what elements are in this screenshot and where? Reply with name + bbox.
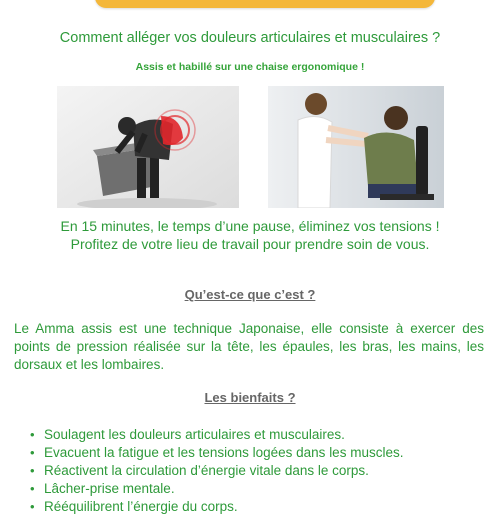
bullet-icon: •	[30, 499, 35, 514]
section-title-benefits: Les bienfaits ?	[204, 390, 296, 405]
bullet-icon: •	[30, 427, 35, 442]
subheadline: Assis et habillé sur une chaise ergonomique !	[135, 61, 365, 73]
list-item: • Lâcher-prise mentale.	[30, 481, 175, 496]
list-item: • Rééquilibrent l’énergie du corps.	[30, 499, 238, 514]
list-item: • Réactivent la circulation d’énergie vitale dans le corps.	[30, 463, 369, 478]
back-pain-photo	[57, 86, 239, 208]
intro-line-2: Profitez de votre lieu de travail pour prendre soin de vous.	[70, 236, 430, 252]
intro-text	[0, 217, 500, 253]
what-is-it-text: Le Amma assis est une technique Japonaise, elle consiste à exercer des points de pression réalisée sur la tête, les épaules, les bras, les mains, les dorsaux et les lombaires.	[14, 321, 484, 372]
list-item: • Evacuent la fatigue et les tensions logées dans les muscles.	[30, 445, 404, 460]
top-banner	[95, 0, 435, 8]
bullet-icon: •	[30, 445, 35, 460]
bullet-icon: •	[30, 481, 35, 496]
intro-line-1: En 15 minutes, le temps d’une pause, éliminez vos tensions !	[60, 218, 440, 234]
list-item: • Soulagent les douleurs articulaires et musculaires.	[30, 427, 345, 442]
amma-massage-photo	[268, 86, 444, 208]
headline: Comment alléger vos douleurs articulaires et musculaires ?	[59, 30, 441, 46]
section-title-what: Qu’est-ce que c’est ?	[184, 287, 316, 302]
benefits-list	[30, 426, 403, 516]
bullet-icon: •	[30, 463, 35, 478]
